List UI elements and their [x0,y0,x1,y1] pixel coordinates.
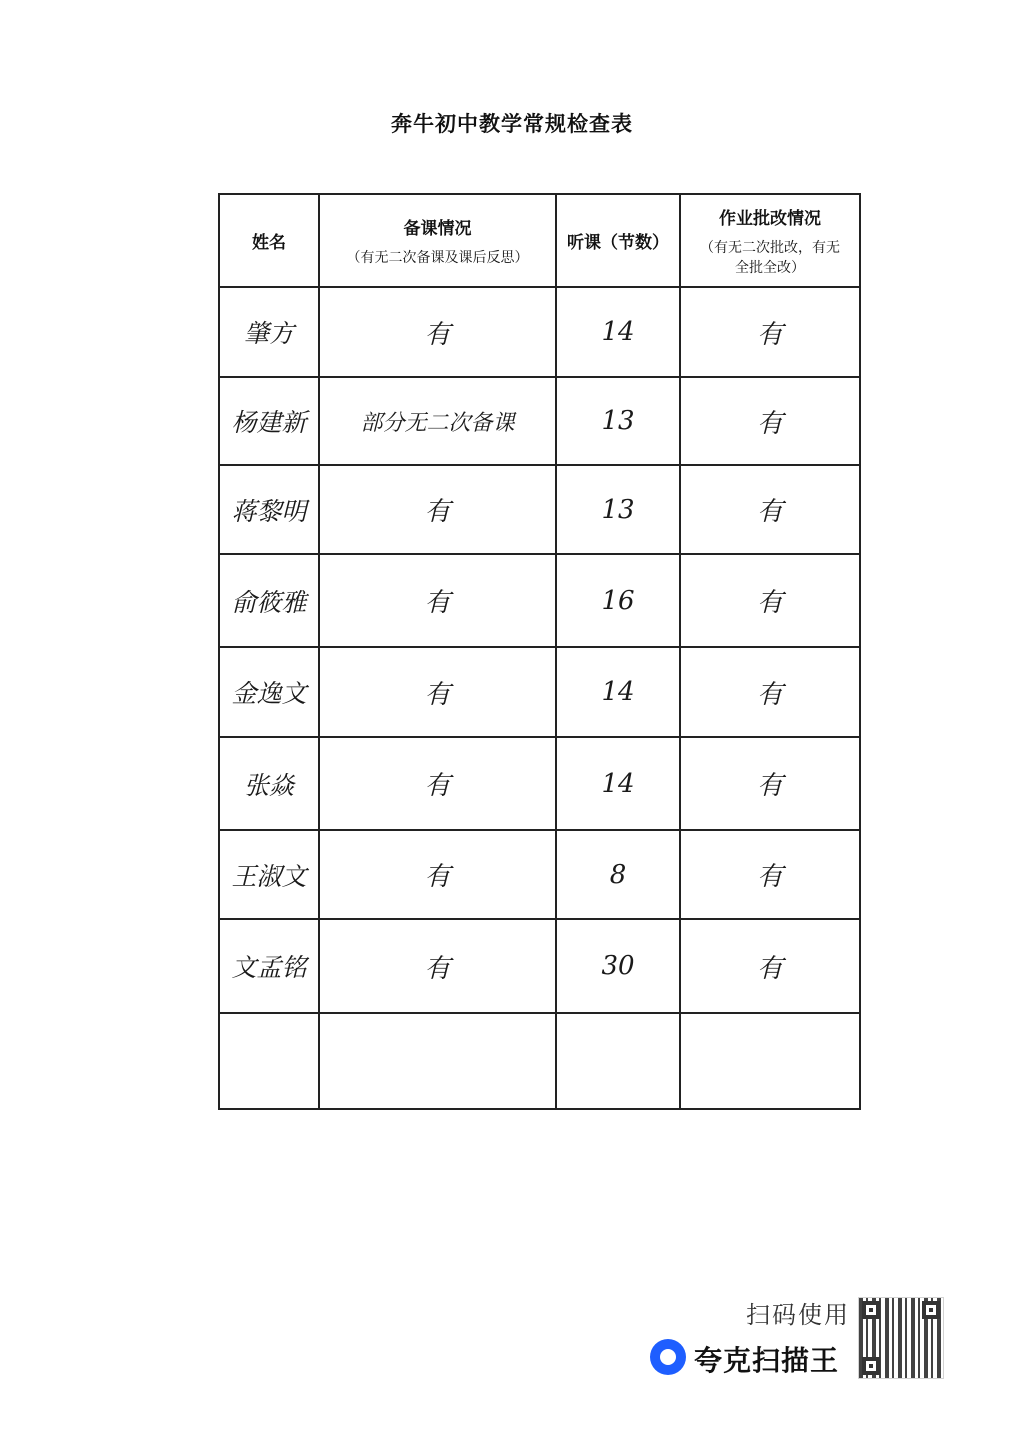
qr-finder-icon [922,1301,940,1319]
header-listen [556,194,680,287]
qr-code-icon[interactable] [858,1297,944,1379]
listen-count: 14 [556,737,680,830]
prep-status: 有 [319,919,556,1013]
listen-count: 14 [556,287,680,377]
prep-status: 有 [319,554,556,647]
scanner-watermark [650,1295,850,1385]
prep-status: 部分无二次备课 [319,377,556,465]
inspection-table [218,193,861,1110]
brand-name: 夸克扫描王 [694,1344,840,1377]
listen-count: 8 [556,830,680,919]
homework-status: 有 [680,830,860,919]
teacher-name: 俞筱雅 [219,554,319,647]
header-row [219,194,860,287]
header-prep [319,194,556,287]
teacher-name: 文孟铭 [219,919,319,1013]
header-homework-label: 作业批改情况 [719,209,821,229]
listen-count: 16 [556,554,680,647]
homework-status: 有 [680,737,860,830]
qr-finder-icon [862,1301,880,1319]
teacher-name: 蒋黎明 [219,465,319,554]
teacher-name: 杨建新 [219,377,319,465]
table-row [219,377,860,465]
prep-status: 有 [319,287,556,377]
header-name [219,194,319,287]
table-row [219,554,860,647]
teacher-name: 金逸文 [219,647,319,737]
table-row [219,287,860,377]
quark-logo-icon [650,1339,686,1375]
teacher-name: 肇方 [219,287,319,377]
homework-status: 有 [680,377,860,465]
prep-status: 有 [319,647,556,737]
header-homework [680,194,860,287]
teacher-name: 王淑文 [219,830,319,919]
listen-count: 13 [556,377,680,465]
homework-status: 有 [680,647,860,737]
homework-status: 有 [680,465,860,554]
table-row [219,919,860,1013]
header-name-label: 姓名 [252,233,286,253]
listen-count: 14 [556,647,680,737]
table-row-empty [219,1013,860,1109]
homework-status [680,1013,860,1109]
listen-count [556,1013,680,1109]
prep-status: 有 [319,737,556,830]
homework-status: 有 [680,287,860,377]
header-listen-label: 听课（节数） [567,233,669,253]
listen-count: 13 [556,465,680,554]
header-prep-label: 备课情况 [403,219,472,239]
table-row [219,737,860,830]
teacher-name [219,1013,319,1109]
document-title: 奔牛初中教学常规检查表 [391,112,633,136]
prep-status: 有 [319,465,556,554]
table-row [219,830,860,919]
qr-finder-icon [862,1357,880,1375]
prep-status: 有 [319,830,556,919]
teacher-name: 张焱 [219,737,319,830]
header-homework-sub: （有无二次批改，有无全批全改） [700,240,840,276]
scan-label: 扫码使用 [746,1301,850,1329]
homework-status: 有 [680,919,860,1013]
header-prep-sub: （有无二次备课及课后反思） [346,250,529,266]
table-row [219,647,860,737]
table-row [219,465,860,554]
homework-status: 有 [680,554,860,647]
prep-status [319,1013,556,1109]
listen-count: 30 [556,919,680,1013]
